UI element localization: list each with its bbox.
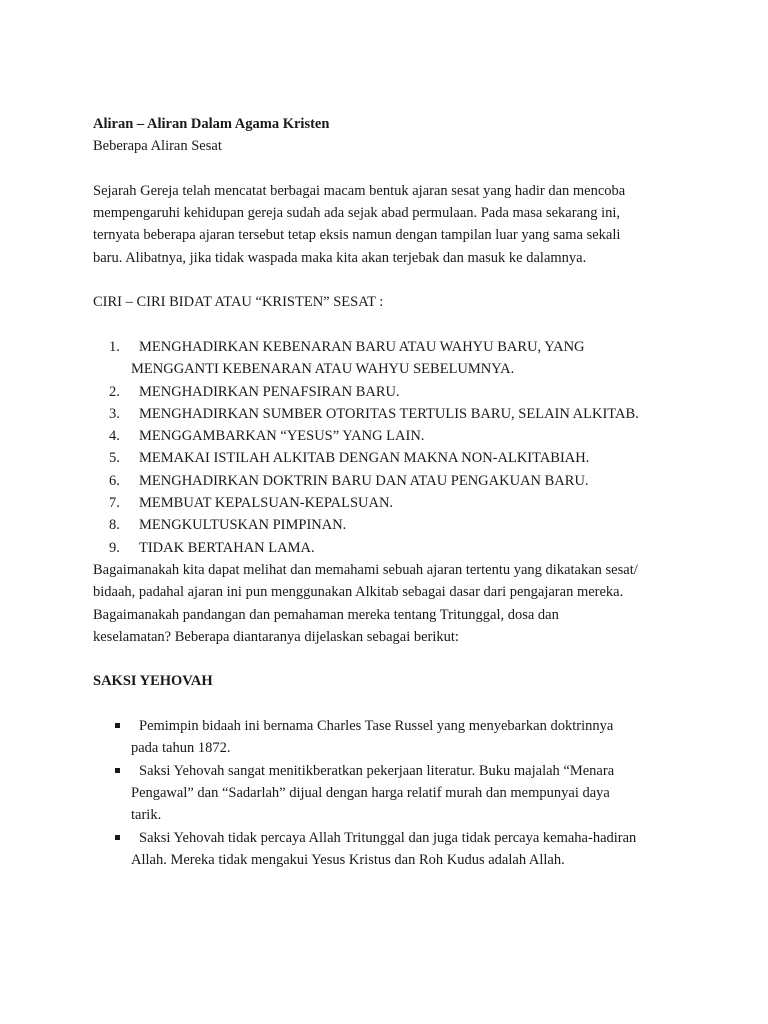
- list-item: [93, 514, 693, 536]
- list-item: [93, 447, 693, 469]
- list-item: [93, 760, 693, 827]
- list-number: 4.: [109, 428, 120, 445]
- square-bullet-icon: [115, 723, 120, 728]
- intro-line: ternyata beberapa ajaran tersebut tetap eksis namun dengan tampilan luar yang sama sekali: [93, 227, 621, 244]
- section-title: SAKSI YEHOVAH: [93, 673, 213, 690]
- list-item: [93, 492, 693, 514]
- list-item-text: TIDAK BERTAHAN LAMA.: [139, 539, 315, 556]
- intro-line: baru. Alibatnya, jika tidak waspada maka kita akan terjebak dan masuk ke dalamnya.: [93, 249, 587, 266]
- list-item: [93, 336, 693, 381]
- list-item-text-continued: Allah. Mereka tidak mengakui Yesus Kristus dan Roh Kudus adalah Allah.: [131, 851, 565, 868]
- list-number: 6.: [109, 472, 120, 489]
- list-item-text-continued: Pengawal” dan “Sadarlah” dijual dengan harga relatif murah dan mempunyai daya: [131, 784, 610, 801]
- list-number: 9.: [109, 539, 120, 556]
- list-number: 8.: [109, 517, 120, 534]
- list-item-text: MENGKULTUSKAN PIMPINAN.: [139, 517, 347, 534]
- list-item-text: MENGGAMBARKAN “YESUS” YANG LAIN.: [139, 428, 425, 445]
- list-number: 7.: [109, 495, 120, 512]
- intro-line: Sejarah Gereja telah mencatat berbagai macam bentuk ajaran sesat yang hadir dan mencoba: [93, 182, 626, 199]
- list-item-text: Saksi Yehovah tidak percaya Allah Tritunggal dan juga tidak percaya kemaha-hadiran: [139, 829, 637, 846]
- document-title: Aliran – Aliran Dalam Agama Kristen: [93, 116, 330, 132]
- square-bullet-icon: [115, 835, 120, 840]
- list-item: [93, 715, 693, 760]
- list-item-text: Saksi Yehovah sangat menitikberatkan pekerjaan literatur. Buku majalah “Menara: [139, 762, 615, 779]
- list-item-text-continued: pada tahun 1872.: [131, 740, 231, 757]
- list-item: [93, 537, 693, 559]
- list-item-text: MENGHADIRKAN SUMBER OTORITAS TERTULIS BARU, SELAIN ALKITAB.: [139, 405, 639, 422]
- list-item-text: Pemimpin bidaah ini bernama Charles Tase Russel yang menyebarkan doktrinnya: [139, 718, 614, 735]
- list-item: [93, 425, 693, 447]
- list-item-text: MENGHADIRKAN PENAFSIRAN BARU.: [139, 383, 400, 400]
- question-line: Bagaimanakah pandangan dan pemahaman mereka tentang Tritunggal, dosa dan: [93, 606, 559, 623]
- list-item-text: MENGHADIRKAN DOKTRIN BARU DAN ATAU PENGAKUAN BARU.: [139, 472, 589, 489]
- list-item-text-continued: tarik.: [131, 807, 162, 824]
- list-item: [93, 827, 693, 872]
- list-number: 2.: [109, 383, 120, 400]
- ciri-list: [93, 336, 693, 559]
- question-line: keselamatan? Beberapa diantaranya dijelaskan sebagai berikut:: [93, 628, 459, 645]
- list-item-text: MENGHADIRKAN KEBENARAN BARU ATAU WAHYU BARU, YANG: [139, 338, 585, 355]
- list-item-text-continued: MENGGANTI KEBENARAN ATAU WAHYU SEBELUMNYA.: [131, 361, 515, 378]
- question-paragraph: [93, 559, 693, 648]
- list-item-text: MEMAKAI ISTILAH ALKITAB DENGAN MAKNA NON-ALKITABIAH.: [139, 450, 590, 467]
- list-item: [93, 381, 693, 403]
- list-number: 3.: [109, 405, 120, 422]
- ciri-heading: CIRI – CIRI BIDAT ATAU “KRISTEN” SESAT :: [93, 294, 384, 311]
- question-line: bidaah, padahal ajaran ini pun menggunakan Alkitab sebagai dasar dari pengajaran mereka.: [93, 584, 624, 601]
- document-subtitle: Beberapa Aliran Sesat: [93, 138, 222, 155]
- intro-line: mempengaruhi kehidupan gereja sudah ada sejak abad permulaan. Pada masa sekarang ini,: [93, 205, 621, 222]
- list-number: 5.: [109, 450, 120, 467]
- document-page: [93, 113, 693, 871]
- intro-paragraph: [93, 180, 693, 269]
- list-item: [93, 470, 693, 492]
- list-number: 1.: [109, 338, 120, 355]
- list-item: [93, 403, 693, 425]
- square-bullet-icon: [115, 768, 120, 773]
- saksi-list: [93, 715, 693, 871]
- question-line: Bagaimanakah kita dapat melihat dan memahami sebuah ajaran tertentu yang dikatakan sesat/: [93, 561, 638, 578]
- list-item-text: MEMBUAT KEPALSUAN-KEPALSUAN.: [139, 495, 394, 512]
